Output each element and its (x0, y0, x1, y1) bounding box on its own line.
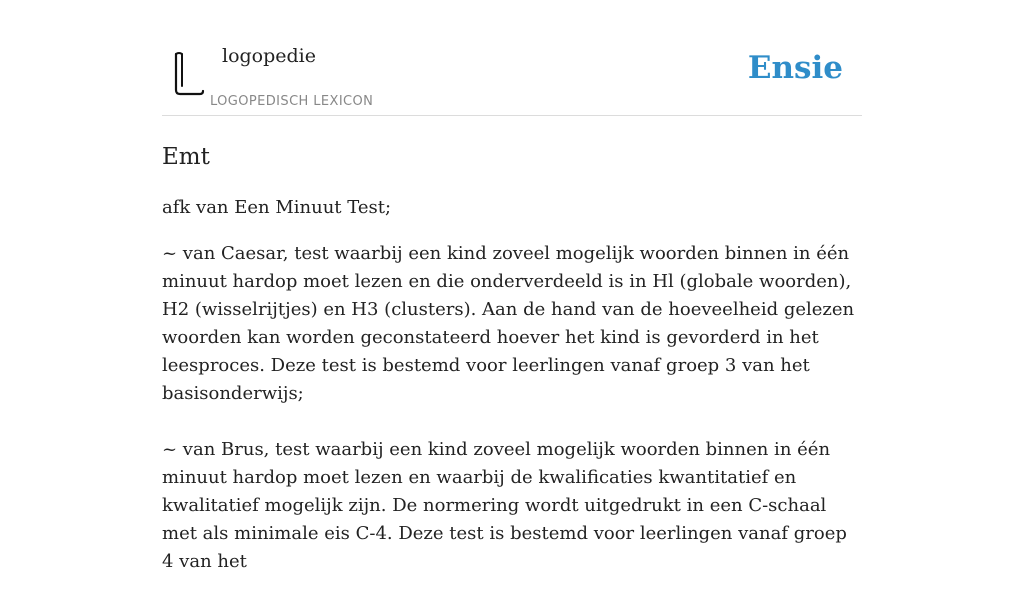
entry-body (162, 194, 862, 576)
entry-title: Emt (162, 144, 210, 170)
brand-logo-link[interactable]: Ensie (747, 50, 843, 86)
site-subtitle: LOGOPEDISCH LEXICON (210, 94, 374, 109)
site-header (162, 0, 862, 116)
entry-paragraph: ~ van Caesar, test waarbij een kind zoveel mogelijk woorden binnen in één minuut hardop moet lezen en die onderverdeeld is in Hl (globale woorden), H2 (wisselrijtjes) en H3 (clusters). Aan de hand van de hoeveelheid gelezen woorden kan worden geconstateerd hoever het kind is gevorderd in het leesproces. Deze test is bestemd voor leerlingen vanaf groep 3 van het basisonderwijs; (162, 243, 855, 404)
site-name-link[interactable]: logopedie (222, 45, 317, 67)
entry-paragraph: ~ van Brus, test waarbij een kind zoveel mogelijk woorden binnen in één minuut hardop moet lezen en waarbij de kwalificaties kwantitatief en kwalitatief mogelijk zijn. De normering wordt uitgedrukt in een C-schaal met als minimale eis C-4. Deze test is bestemd voor leerlingen vanaf groep 4 van het (162, 439, 847, 572)
letter-l-icon[interactable] (166, 46, 206, 102)
entry-paragraph: afk van Een Minuut Test; (162, 197, 392, 218)
content-column (162, 0, 862, 594)
